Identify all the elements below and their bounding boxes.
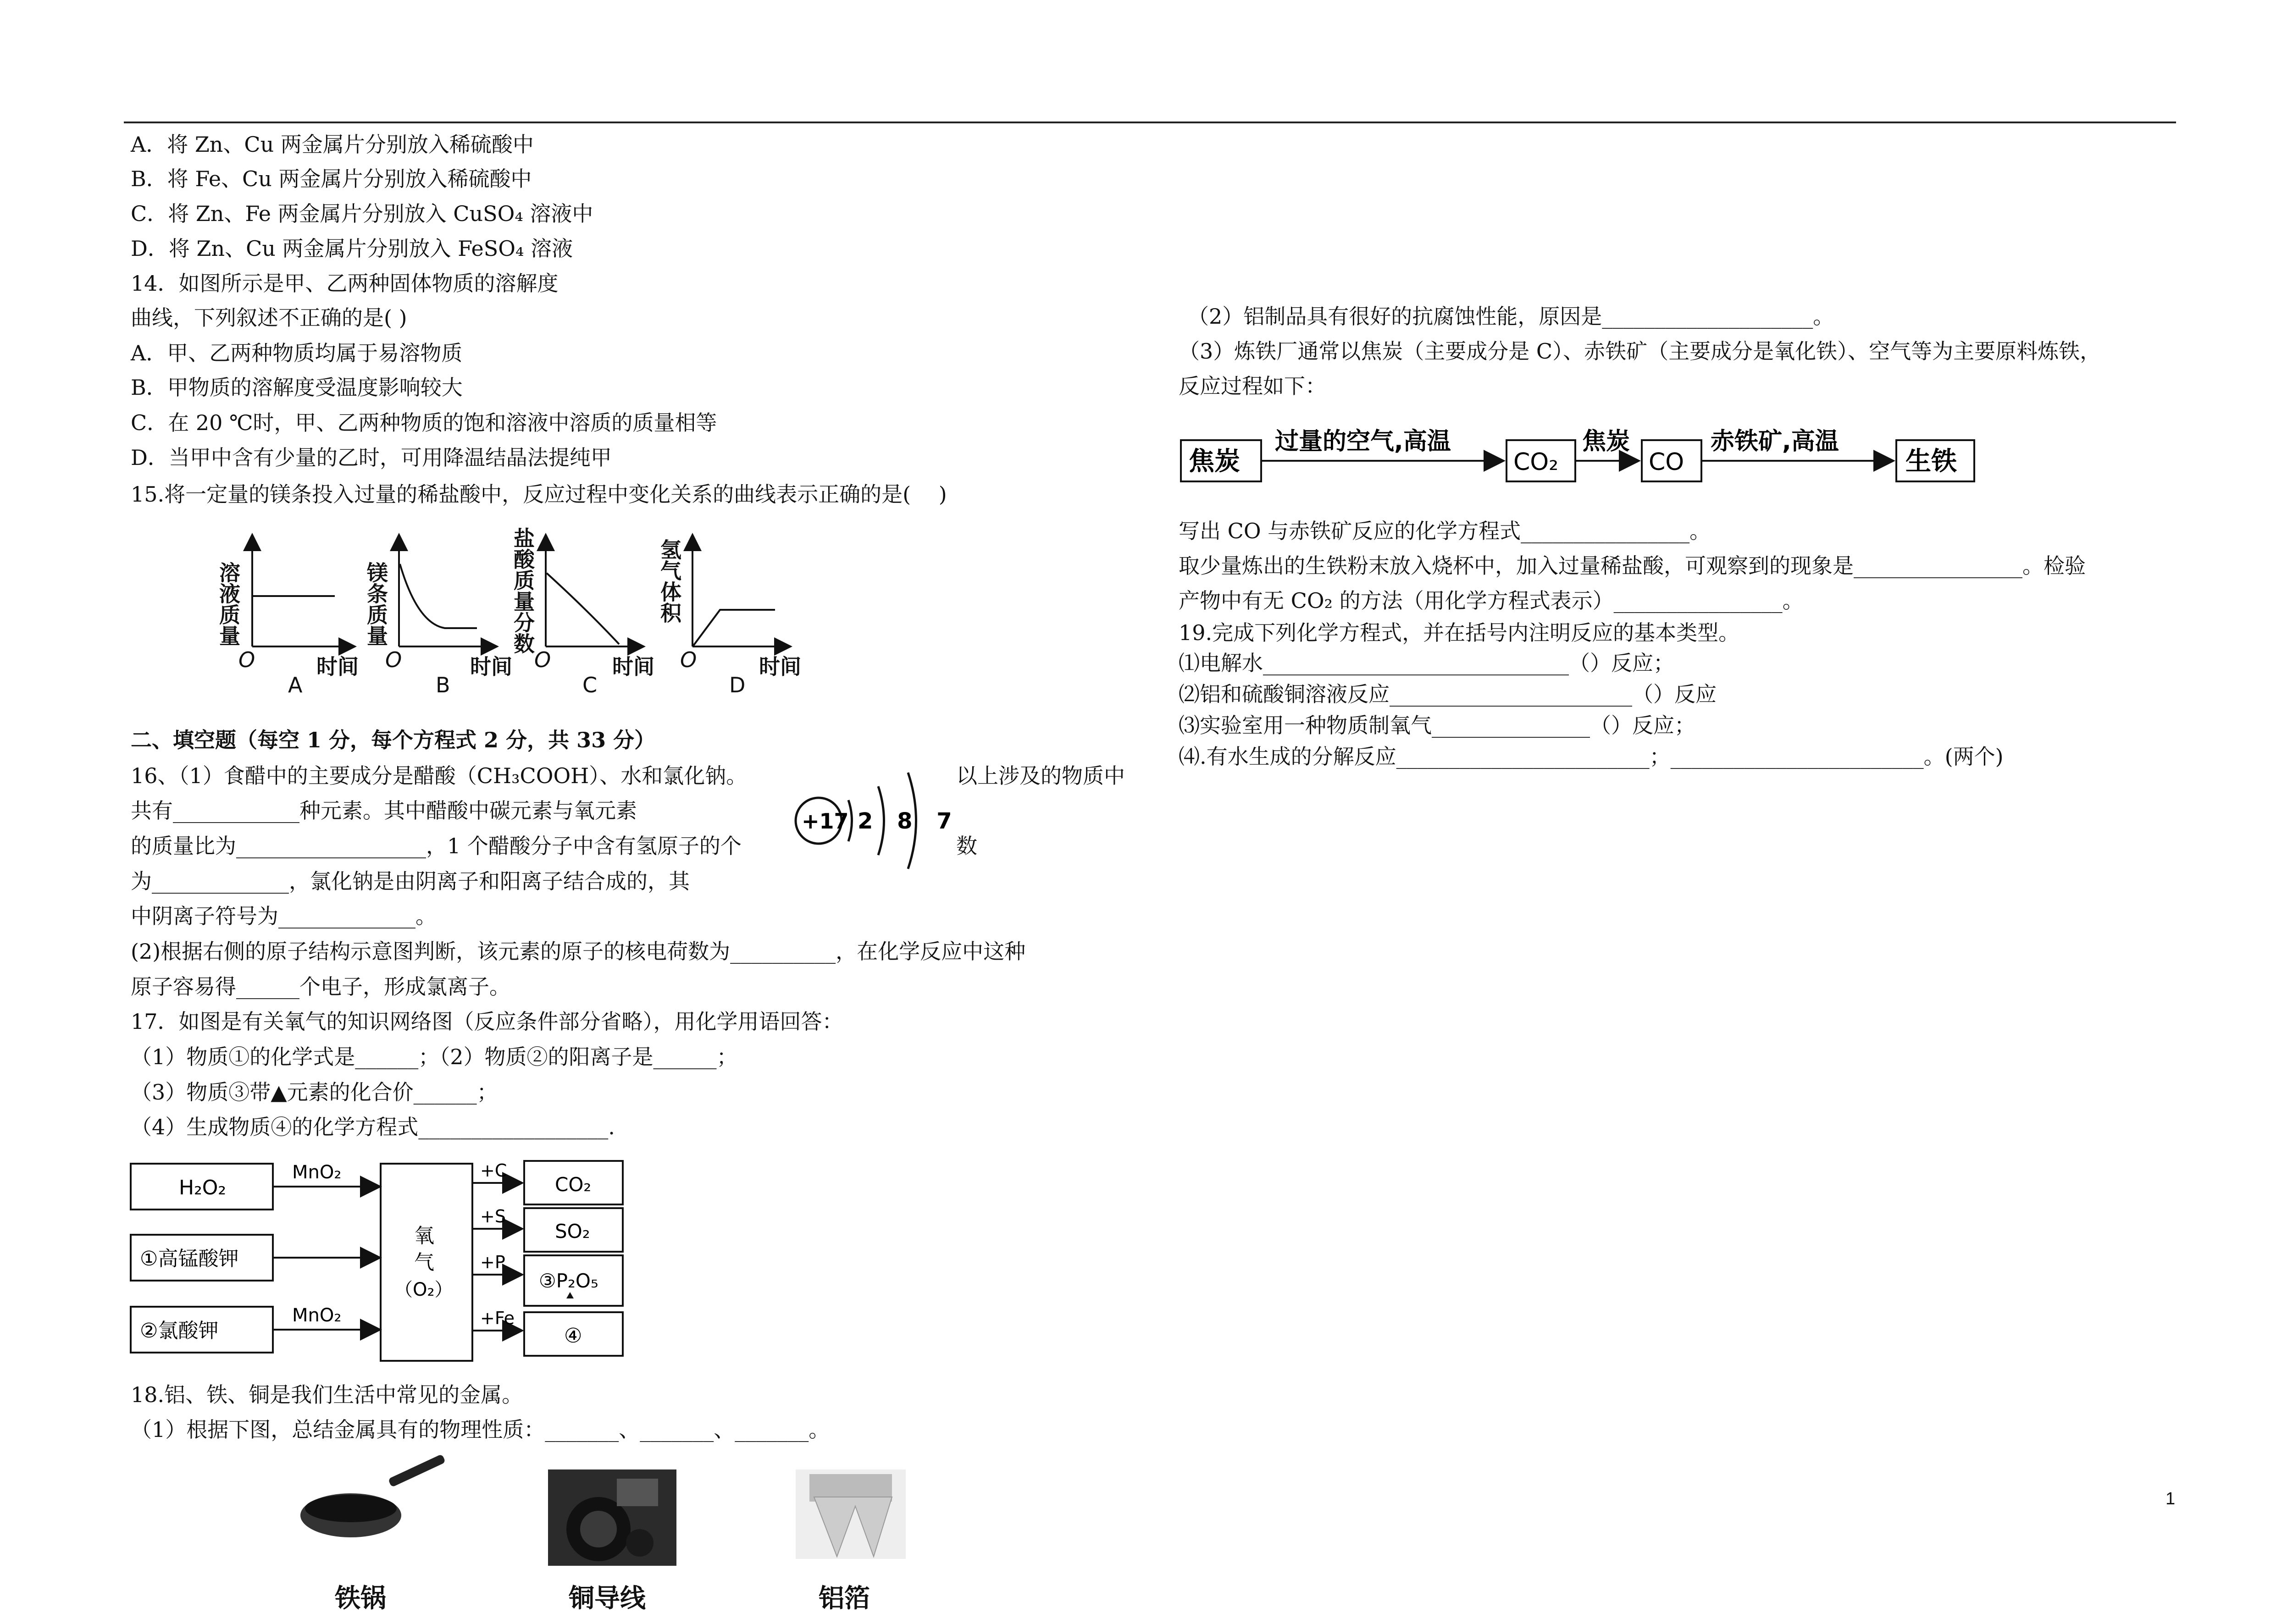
atom-structure-diagram	[789, 761, 960, 880]
q13-option-d: D．将 Zn、Cu 两金属片分别放入 FeSO₄ 溶液	[131, 236, 573, 261]
flow-coke: 焦炭	[1189, 447, 1240, 476]
q16-line-7: 原子容易得______个电子，形成氯离子。	[131, 974, 510, 999]
q15-stem: 15.将一定量的镁条投入过量的稀盐酸中，反应过程中变化关系的曲线表示正确的是( )	[131, 482, 947, 507]
graph-d	[657, 536, 801, 697]
flow-arrow-3-label: 赤铁矿,高温	[1711, 428, 1839, 455]
atom-nucleus: +17	[802, 809, 849, 834]
flow-pig-iron: 生铁	[1905, 447, 1957, 476]
q18-part-1: （1）根据下图，总结金属具有的物理性质：_______、_______、_______。	[131, 1417, 830, 1442]
q18-part-2: （2）铝制品具有很好的抗腐蚀性能，原因是____________________。	[1188, 304, 1834, 329]
graph-c-letter: C	[582, 673, 598, 697]
page-number: 1	[2166, 1489, 2176, 1508]
q19-part-3: ⑶实验室用一种物质制氧气_______________（）反应；	[1179, 713, 1695, 738]
product-p2o5: ③P₂O₅	[539, 1270, 598, 1292]
q16-line-3: 的质量比为__________________，1 个醋酸分子中含有氢原子的个	[131, 834, 742, 858]
q13-option-b: B．将 Fe、Cu 两金属片分别放入稀硫酸中	[131, 166, 532, 191]
graph-d-letter: D	[729, 673, 746, 697]
q16-line-4: 为_____________，氯化钠是由阴离子和阳离子结合成的，其	[131, 869, 690, 894]
header-rule	[124, 122, 2176, 123]
graph-d-origin: O	[680, 647, 697, 672]
q19-stem: 19.完成下列化学方程式，并在括号内注明反应的基本类型。	[1179, 620, 1740, 645]
q16-line-6: (2)根据右侧的原子结构示意图判断，该元素的原子的核电荷数为__________，在化学反应中这种	[131, 939, 1026, 964]
input-kmno4: ①高锰酸钾	[140, 1247, 239, 1270]
q16-right-text: 以上涉及的物质中	[956, 763, 1125, 788]
product-so2: SO₂	[555, 1220, 590, 1243]
reagent-fe: +Fe	[480, 1308, 515, 1328]
q14-stem-2: 曲线，下列叙述不正确的是( )	[131, 305, 407, 330]
graph-a	[216, 536, 359, 697]
q16-line-2: 共有____________种元素。其中醋酸中碳元素与氧元素	[131, 798, 637, 823]
q18-part-3-cont: 反应过程如下：	[1179, 374, 1326, 398]
input-kclo3: ②氯酸钾	[140, 1319, 219, 1342]
graph-a-letter: A	[288, 673, 303, 697]
q15-graphs	[216, 518, 853, 697]
catalyst-label-2: MnO₂	[292, 1305, 342, 1326]
center-oxygen-1: 氧	[414, 1224, 434, 1248]
graph-c	[510, 527, 654, 697]
q17-part-3: （3）物质③带▲元素的化合价______；	[131, 1080, 498, 1105]
product-4: ④	[564, 1324, 582, 1348]
label-copper-wire: 铜导线	[569, 1584, 646, 1613]
graph-b-origin: O	[385, 647, 402, 672]
q17-part-4: （4）生成物质④的化学方程式__________________.	[131, 1115, 615, 1139]
section-2-heading: 二、填空题（每空 1 分，每个方程式 2 分，共 33 分）	[131, 728, 656, 752]
graph-c-ylabel: 盐酸质量分数	[510, 527, 535, 654]
center-oxygen-2: 气	[414, 1251, 434, 1274]
q14-option-a: A．甲、乙两种物质均属于易溶物质	[131, 341, 463, 365]
graph-c-xlabel: 时间	[612, 654, 654, 679]
q14-option-b: B．甲物质的溶解度受温度影响较大	[131, 375, 463, 400]
graph-c-origin: O	[534, 647, 551, 672]
q17-part-1-2: （1）物质①的化学式是______；（2）物质②的阳离子是______；	[131, 1044, 738, 1069]
flow-arrow-1-label: 过量的空气,高温	[1275, 428, 1451, 455]
q16-line-1: 16、（1）食醋中的主要成分是醋酸（CH₃COOH）、水和氯化钠。	[131, 763, 748, 788]
graph-b-xlabel: 时间	[470, 654, 512, 679]
q16-shu: 数	[956, 834, 977, 858]
q14-option-d: D．当甲中含有少量的乙时，可用降温结晶法提纯甲	[131, 445, 612, 470]
label-aluminum-foil: 铝箔	[819, 1584, 870, 1613]
q17-stem: 17．如图是有关氧气的知识网络图（反应条件部分省略），用化学用语回答：	[131, 1009, 843, 1034]
reagent-p: +P	[480, 1252, 505, 1272]
iron-smelting-flow	[1179, 417, 1981, 486]
q19-part-4: ⑷.有水生成的分解反应________________________；________________________。(两个)	[1179, 744, 2004, 769]
q18-co2-test: 产物中有无 CO₂ 的方法（用化学方程式表示）________________。	[1179, 588, 1804, 613]
graph-a-origin: O	[238, 647, 255, 672]
reagent-s: +S	[480, 1206, 506, 1226]
q19-part-1: ⑴电解水_____________________________（）反应；	[1179, 651, 1674, 675]
q18-part-3: （3）炼铁厂通常以焦炭（主要成分是 C）、赤铁矿（主要成分是氧化铁）、空气等为主要原料炼铁，	[1179, 339, 2101, 364]
graph-d-xlabel: 时间	[759, 654, 801, 679]
oxygen-network-diagram	[126, 1151, 640, 1371]
aluminum-foil-image	[796, 1469, 906, 1559]
flow-co2: CO₂	[1513, 448, 1559, 476]
input-h2o2: H₂O₂	[179, 1176, 226, 1199]
product-co2: CO₂	[555, 1173, 592, 1196]
reagent-c: +C	[480, 1160, 507, 1181]
flow-co: CO	[1649, 448, 1684, 476]
q19-part-2: ⑵铝和硫酸铜溶液反应_______________________（）反应	[1179, 682, 1717, 707]
graph-a-ylabel: 溶液质量	[216, 562, 241, 646]
q14-stem-1: 14．如图所示是甲、乙两种固体物质的溶解度	[131, 271, 559, 296]
flow-arrow-2-label: 焦炭	[1582, 428, 1630, 455]
q18-co-equation: 写出 CO 与赤铁矿反应的化学方程式________________。	[1179, 519, 1711, 543]
graph-b-ylabel: 镁条质量	[364, 562, 388, 646]
iron-wok-image	[298, 1465, 449, 1557]
graph-b	[364, 536, 512, 697]
label-iron-wok: 铁锅	[335, 1584, 386, 1613]
atom-shells: 2 8 7	[858, 808, 960, 834]
center-oxygen-formula: （O₂）	[394, 1279, 453, 1300]
q14-option-c: C．在 20 ℃时，甲、乙两种物质的饱和溶液中溶质的质量相等	[131, 410, 717, 435]
q18-stem: 18.铝、铁、铜是我们生活中常见的金属。	[131, 1382, 523, 1407]
graph-a-xlabel: 时间	[316, 654, 359, 679]
q18-phenomenon: 取少量炼出的生铁粉末放入烧杯中，加入过量稀盐酸，可观察到的现象是________________。检验	[1179, 553, 2086, 578]
copper-wire-image	[548, 1469, 676, 1566]
graph-d-ylabel: 氢气体积	[657, 539, 682, 623]
q13-option-c: C．将 Zn、Fe 两金属片分别放入 CuSO₄ 溶液中	[131, 201, 593, 226]
q13-option-a: A．将 Zn、Cu 两金属片分别放入稀硫酸中	[131, 132, 534, 157]
q16-line-5: 中阴离子符号为_____________。	[131, 904, 437, 928]
catalyst-label-1: MnO₂	[292, 1162, 342, 1183]
graph-b-letter: B	[436, 673, 450, 697]
